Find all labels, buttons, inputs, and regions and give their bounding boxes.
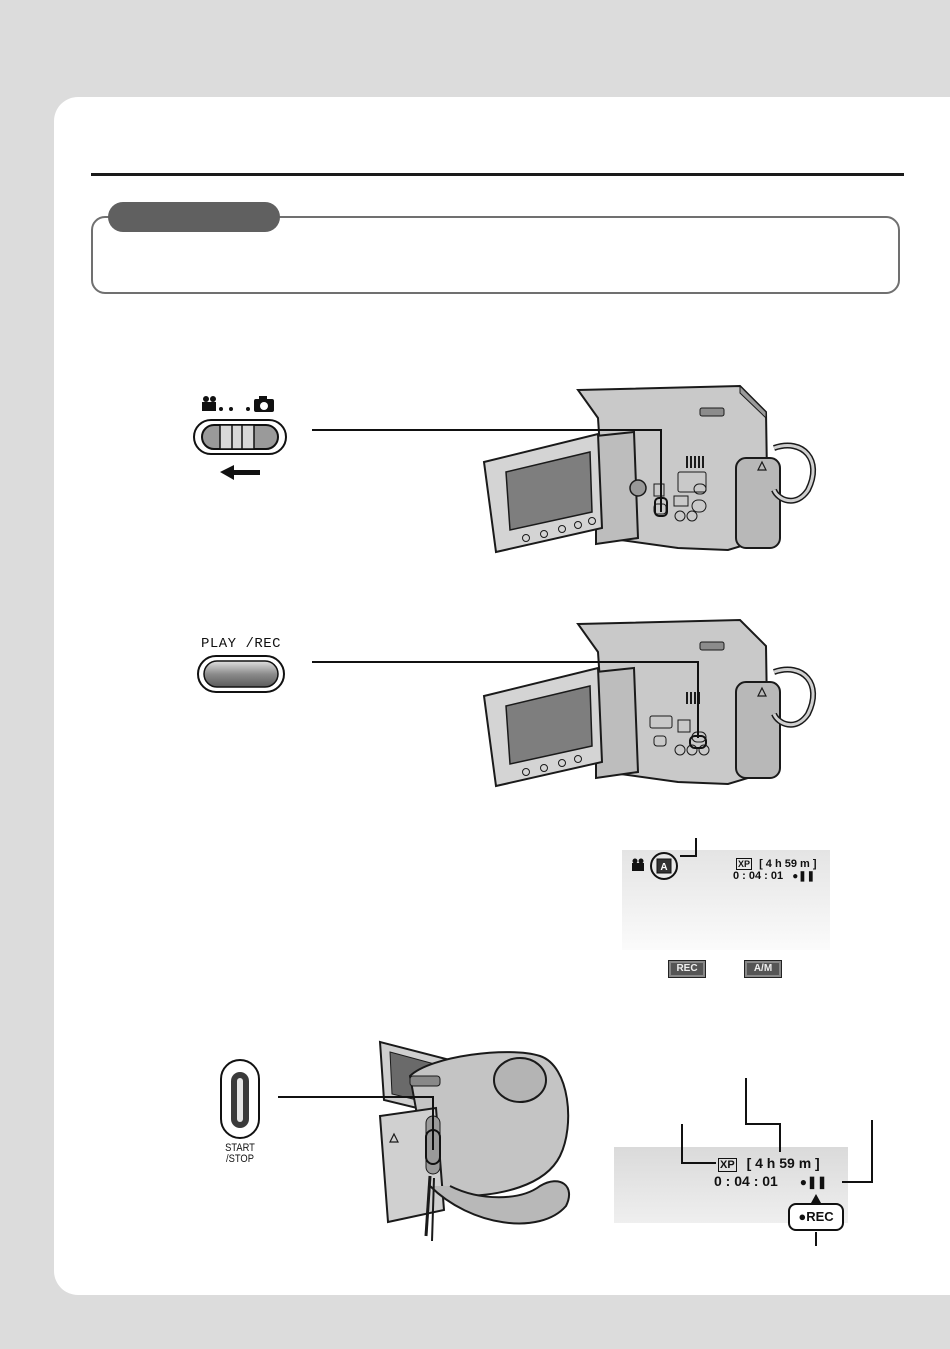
recording-status-icon: ●❚❚ (799, 1175, 828, 1189)
movie-icon (202, 396, 233, 411)
start-label: START (225, 1142, 255, 1154)
movie-icon (632, 859, 644, 872)
lcd-standby-top-row (736, 858, 817, 870)
lcd-recording-bottom-row (714, 1173, 827, 1189)
quality-badge: XP (738, 859, 751, 869)
lcd-standby-bottom-row (733, 870, 815, 882)
start-stop-button[interactable] (218, 1058, 262, 1142)
play-rec-button[interactable] (196, 654, 286, 694)
quality-badge: XP (720, 1159, 735, 1171)
note-tab (108, 202, 280, 232)
auto-mode-icon: A (660, 862, 668, 873)
camcorder-illustration-play-rec (478, 612, 823, 794)
header-rule (91, 173, 904, 176)
mode-switch[interactable] (188, 392, 298, 492)
standby-status-icon: ●❚❚ (792, 871, 816, 882)
timecode: 0 : 04 : 01 (733, 870, 784, 882)
lcd-recording-top-row (718, 1155, 820, 1171)
auto-manual-touch-button[interactable]: A/M (744, 960, 782, 978)
arrow-left-icon (220, 465, 260, 480)
timecode: 0 : 04 : 01 (714, 1173, 778, 1189)
camcorder-illustration-start-stop (370, 1036, 580, 1248)
remaining-time: [ 4 h 59 m ] (746, 1155, 820, 1171)
stop-label: /STOP (226, 1153, 254, 1165)
rec-touch-button[interactable]: REC (668, 960, 706, 978)
remaining-time: [ 4 h 59 m ] (759, 858, 817, 870)
camcorder-illustration-mode (478, 378, 823, 560)
camera-icon (246, 396, 274, 412)
start-stop-label (216, 1143, 264, 1165)
lcd-standby-mode-area (628, 838, 698, 886)
play-rec-label: PLAY /REC (200, 636, 282, 652)
rec-indicator-badge: ●REC (788, 1203, 844, 1231)
